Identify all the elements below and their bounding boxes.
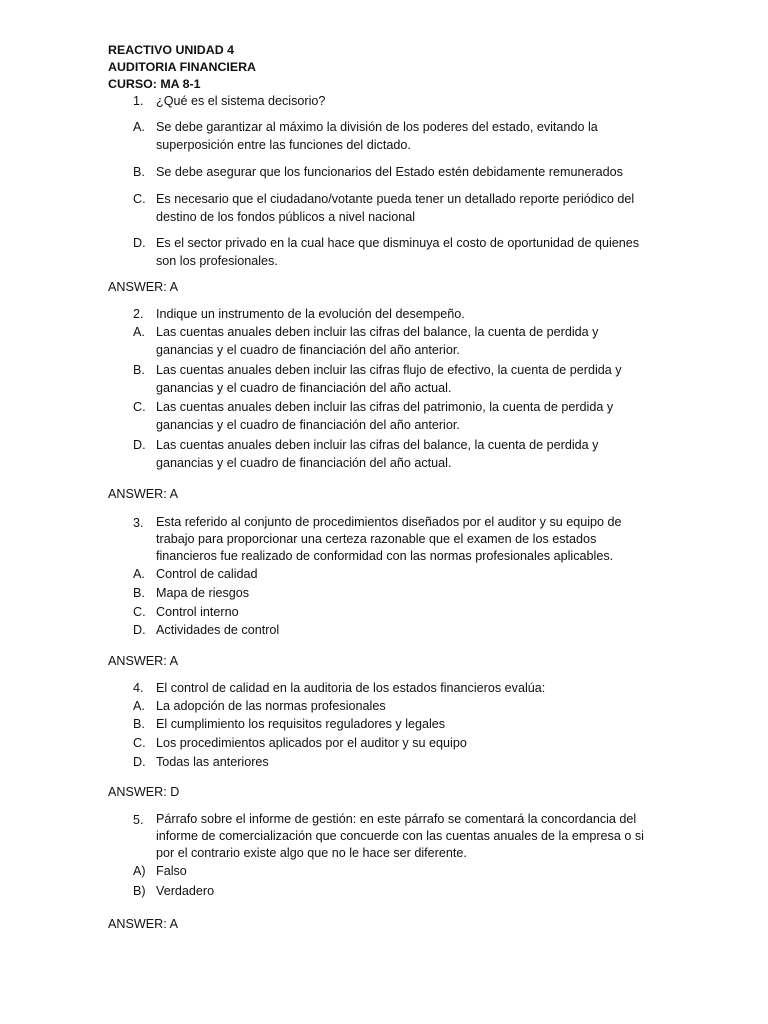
option-4d — [133, 753, 653, 771]
question-5 — [133, 811, 658, 862]
option-label: B. — [133, 363, 145, 377]
option-label: C. — [133, 736, 146, 750]
question-text: Esta referido al conjunto de procedimientos diseñados por el auditor y su equipo de trabajo para proporcionar una certeza razonable que el examen de los estados financieros fue realizado de conformidad con las normas profesionales aplicables. — [156, 515, 622, 563]
question-text: Párrafo sobre el informe de gestión: en este párrafo se comentará la concordancia del informe de comercialización que concuerde con las cuentas anuales de la empresa o si por el contrario existe algo que no le hace ser diferente. — [156, 812, 644, 860]
answer-4: ANSWER: D — [108, 785, 180, 799]
option-text: Las cuentas anuales deben incluir las cifras del balance, la cuenta de perdida y ganancias y el cuadro de financiación del año actual. — [156, 438, 599, 470]
option-label: A) — [133, 864, 146, 878]
option-label: C. — [133, 400, 146, 414]
option-3c — [133, 603, 653, 621]
option-label: B. — [133, 165, 145, 179]
question-number: 5. — [133, 813, 144, 827]
question-text: ¿Qué es el sistema decisorio? — [156, 94, 326, 108]
option-text: Las cuentas anuales deben incluir las cifras del patrimonio, la cuenta de perdida y ganancias y el cuadro de financiación del año anterior. — [156, 400, 614, 432]
question-2 — [133, 305, 653, 323]
option-label: C. — [133, 605, 146, 619]
option-label: D. — [133, 236, 146, 250]
header-course: CURSO: MA 8-1 — [108, 77, 201, 91]
answer-3: ANSWER: A — [108, 654, 178, 668]
option-text: Mapa de riesgos — [156, 586, 250, 600]
option-label: A. — [133, 120, 145, 134]
option-3b — [133, 584, 653, 602]
option-1a — [133, 118, 658, 154]
question-number: 2. — [133, 307, 144, 321]
option-4c — [133, 734, 653, 752]
option-4b — [133, 715, 653, 733]
question-4 — [133, 679, 653, 697]
option-4a — [133, 697, 653, 715]
question-1 — [133, 92, 653, 110]
option-text: Los procedimientos aplicados por el auditor y su equipo — [156, 736, 467, 750]
document-header — [108, 42, 256, 93]
option-label: D. — [133, 438, 146, 452]
option-text: Control de calidad — [156, 567, 258, 581]
option-text: Actividades de control — [156, 623, 280, 637]
option-text: Las cuentas anuales deben incluir las cifras del balance, la cuenta de perdida y ganancias y el cuadro de financiación del año anterior. — [156, 325, 599, 357]
question-text: Indique un instrumento de la evolución del desempeño. — [156, 307, 465, 321]
option-2b — [133, 361, 653, 397]
option-text: Las cuentas anuales deben incluir las cifras flujo de efectivo, la cuenta de perdida y ganancias y el cuadro de financiación del año actual. — [156, 363, 622, 395]
option-text: Es el sector privado en la cual hace que disminuya el costo de oportunidad de quienes son los profesionales. — [156, 236, 640, 268]
option-label: A. — [133, 699, 145, 713]
answer-5: ANSWER: A — [108, 917, 178, 931]
question-number: 4. — [133, 681, 144, 695]
option-1c — [133, 190, 653, 226]
question-number: 3. — [133, 516, 144, 530]
answer-2: ANSWER: A — [108, 487, 178, 501]
option-label: D. — [133, 755, 146, 769]
option-text: Todas las anteriores — [156, 755, 269, 769]
option-text: El cumplimiento los requisitos reguladores y legales — [156, 717, 446, 731]
question-number: 1. — [133, 94, 144, 108]
option-label: A. — [133, 567, 145, 581]
option-text: Control interno — [156, 605, 239, 619]
option-label: D. — [133, 623, 146, 637]
question-text: El control de calidad en la auditoria de los estados financieros evalúa: — [156, 681, 546, 695]
option-2d — [133, 436, 653, 472]
option-text: Se debe asegurar que los funcionarios del Estado estén debidamente remunerados — [156, 165, 623, 179]
option-5b — [133, 882, 653, 900]
option-text: Verdadero — [156, 884, 215, 898]
option-label: A. — [133, 325, 145, 339]
option-label: B. — [133, 717, 145, 731]
option-text: Se debe garantizar al máximo la división de los poderes del estado, evitando la superposición entre las funciones del dictado. — [156, 120, 598, 152]
option-text: Es necesario que el ciudadano/votante pueda tener un detallado reporte periódico del destino de los fondos públicos a nivel nacional — [156, 192, 635, 224]
option-label: B. — [133, 586, 145, 600]
header-subject: AUDITORIA FINANCIERA — [108, 60, 256, 74]
answer-1: ANSWER: A — [108, 280, 178, 294]
option-3d — [133, 621, 653, 639]
option-text: La adopción de las normas profesionales — [156, 699, 386, 713]
option-label: B) — [133, 884, 146, 898]
option-1b — [133, 163, 653, 181]
option-3a — [133, 565, 653, 583]
option-5a — [133, 862, 653, 880]
option-text: Falso — [156, 864, 187, 878]
header-title: REACTIVO UNIDAD 4 — [108, 43, 234, 57]
option-2c — [133, 398, 653, 434]
option-2a — [133, 323, 653, 359]
option-1d — [133, 234, 653, 270]
question-3 — [133, 514, 658, 565]
option-label: C. — [133, 192, 146, 206]
